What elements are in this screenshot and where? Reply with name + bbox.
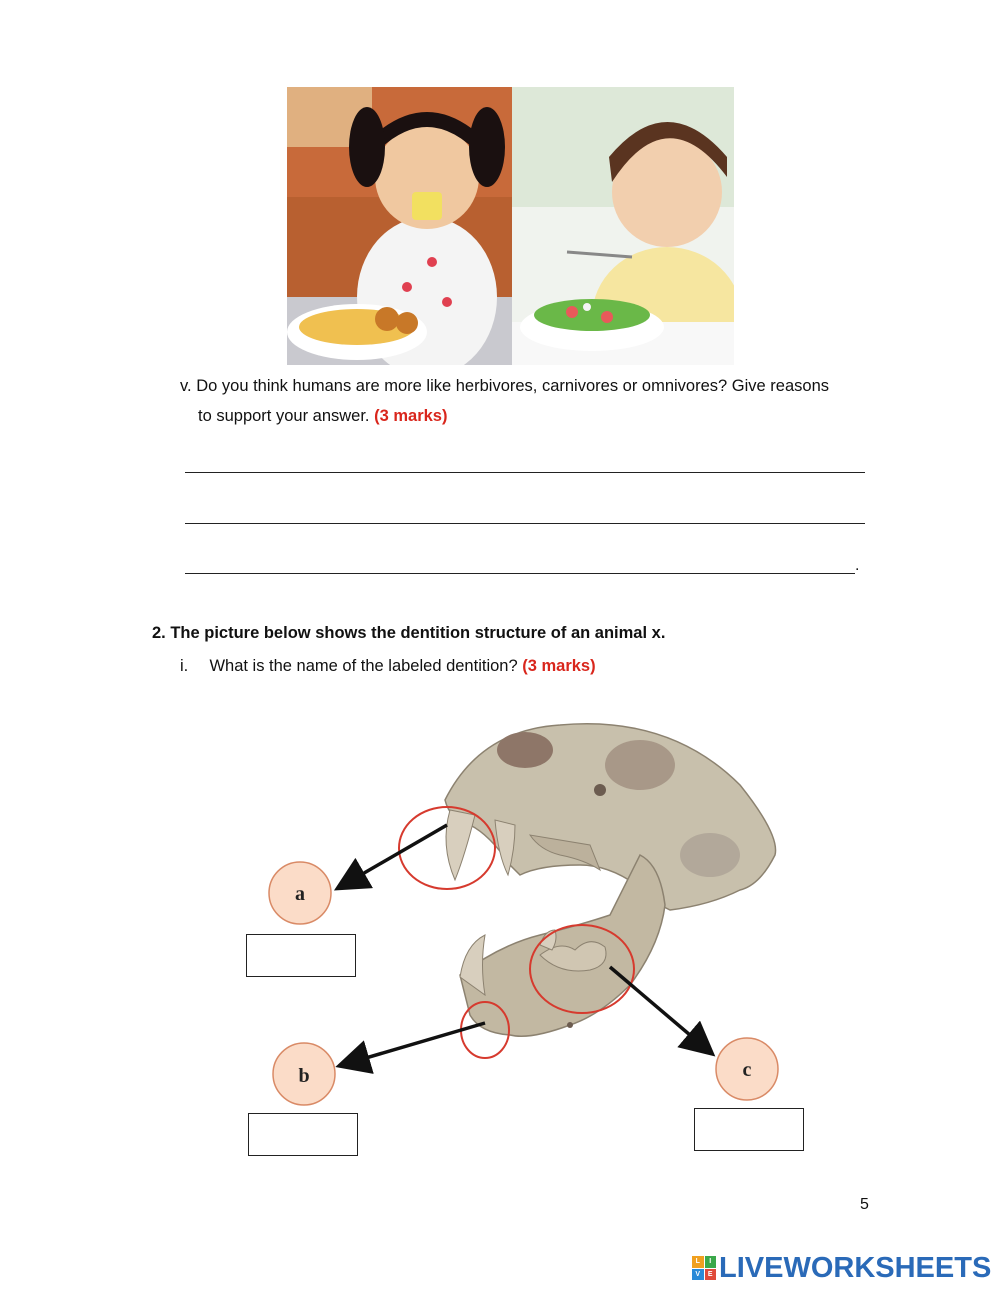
question-v-marks: (3 marks) [374,407,448,425]
label-b: b [298,1065,310,1087]
arrow-a [340,825,447,887]
answer-box-a[interactable] [246,934,356,977]
question-v-numeral: v. [180,377,192,395]
question-v-line2 [198,401,447,431]
question-v-text-line2: to support your answer. [198,407,370,425]
answer-line-1[interactable] [185,472,865,473]
arrow-c [610,967,710,1052]
answer-line-3[interactable] [185,573,855,574]
label-c: c [742,1059,752,1081]
liveworksheets-logo-icon: L I V E [692,1256,716,1280]
question-2-marks: (3 marks) [522,657,596,675]
answer-box-c[interactable] [694,1108,804,1151]
brand-name: LIVEWORKSHEETS [719,1251,992,1284]
question-v-text-line1: Do you think humans are more like herbivores, carnivores or omnivores? Give reasons [196,377,829,395]
question-2-sub [180,651,596,681]
liveworksheets-brand [692,1252,991,1284]
skull-cranium [445,724,776,910]
answer-box-b[interactable] [248,1113,358,1156]
answer-end-period: . [855,557,860,574]
question-2-sub-text: What is the name of the labeled dentition? [209,657,518,675]
children-eating-photo [287,87,734,365]
label-a: a [295,883,305,905]
question-v-line1 [180,371,829,401]
question-2-sub-numeral: i. [180,657,189,675]
upper-canine [446,810,475,880]
question-2-heading: 2. The picture below shows the dentition structure of an animal x. [152,624,666,642]
answer-line-2[interactable] [185,523,865,524]
page-number: 5 [860,1196,869,1213]
